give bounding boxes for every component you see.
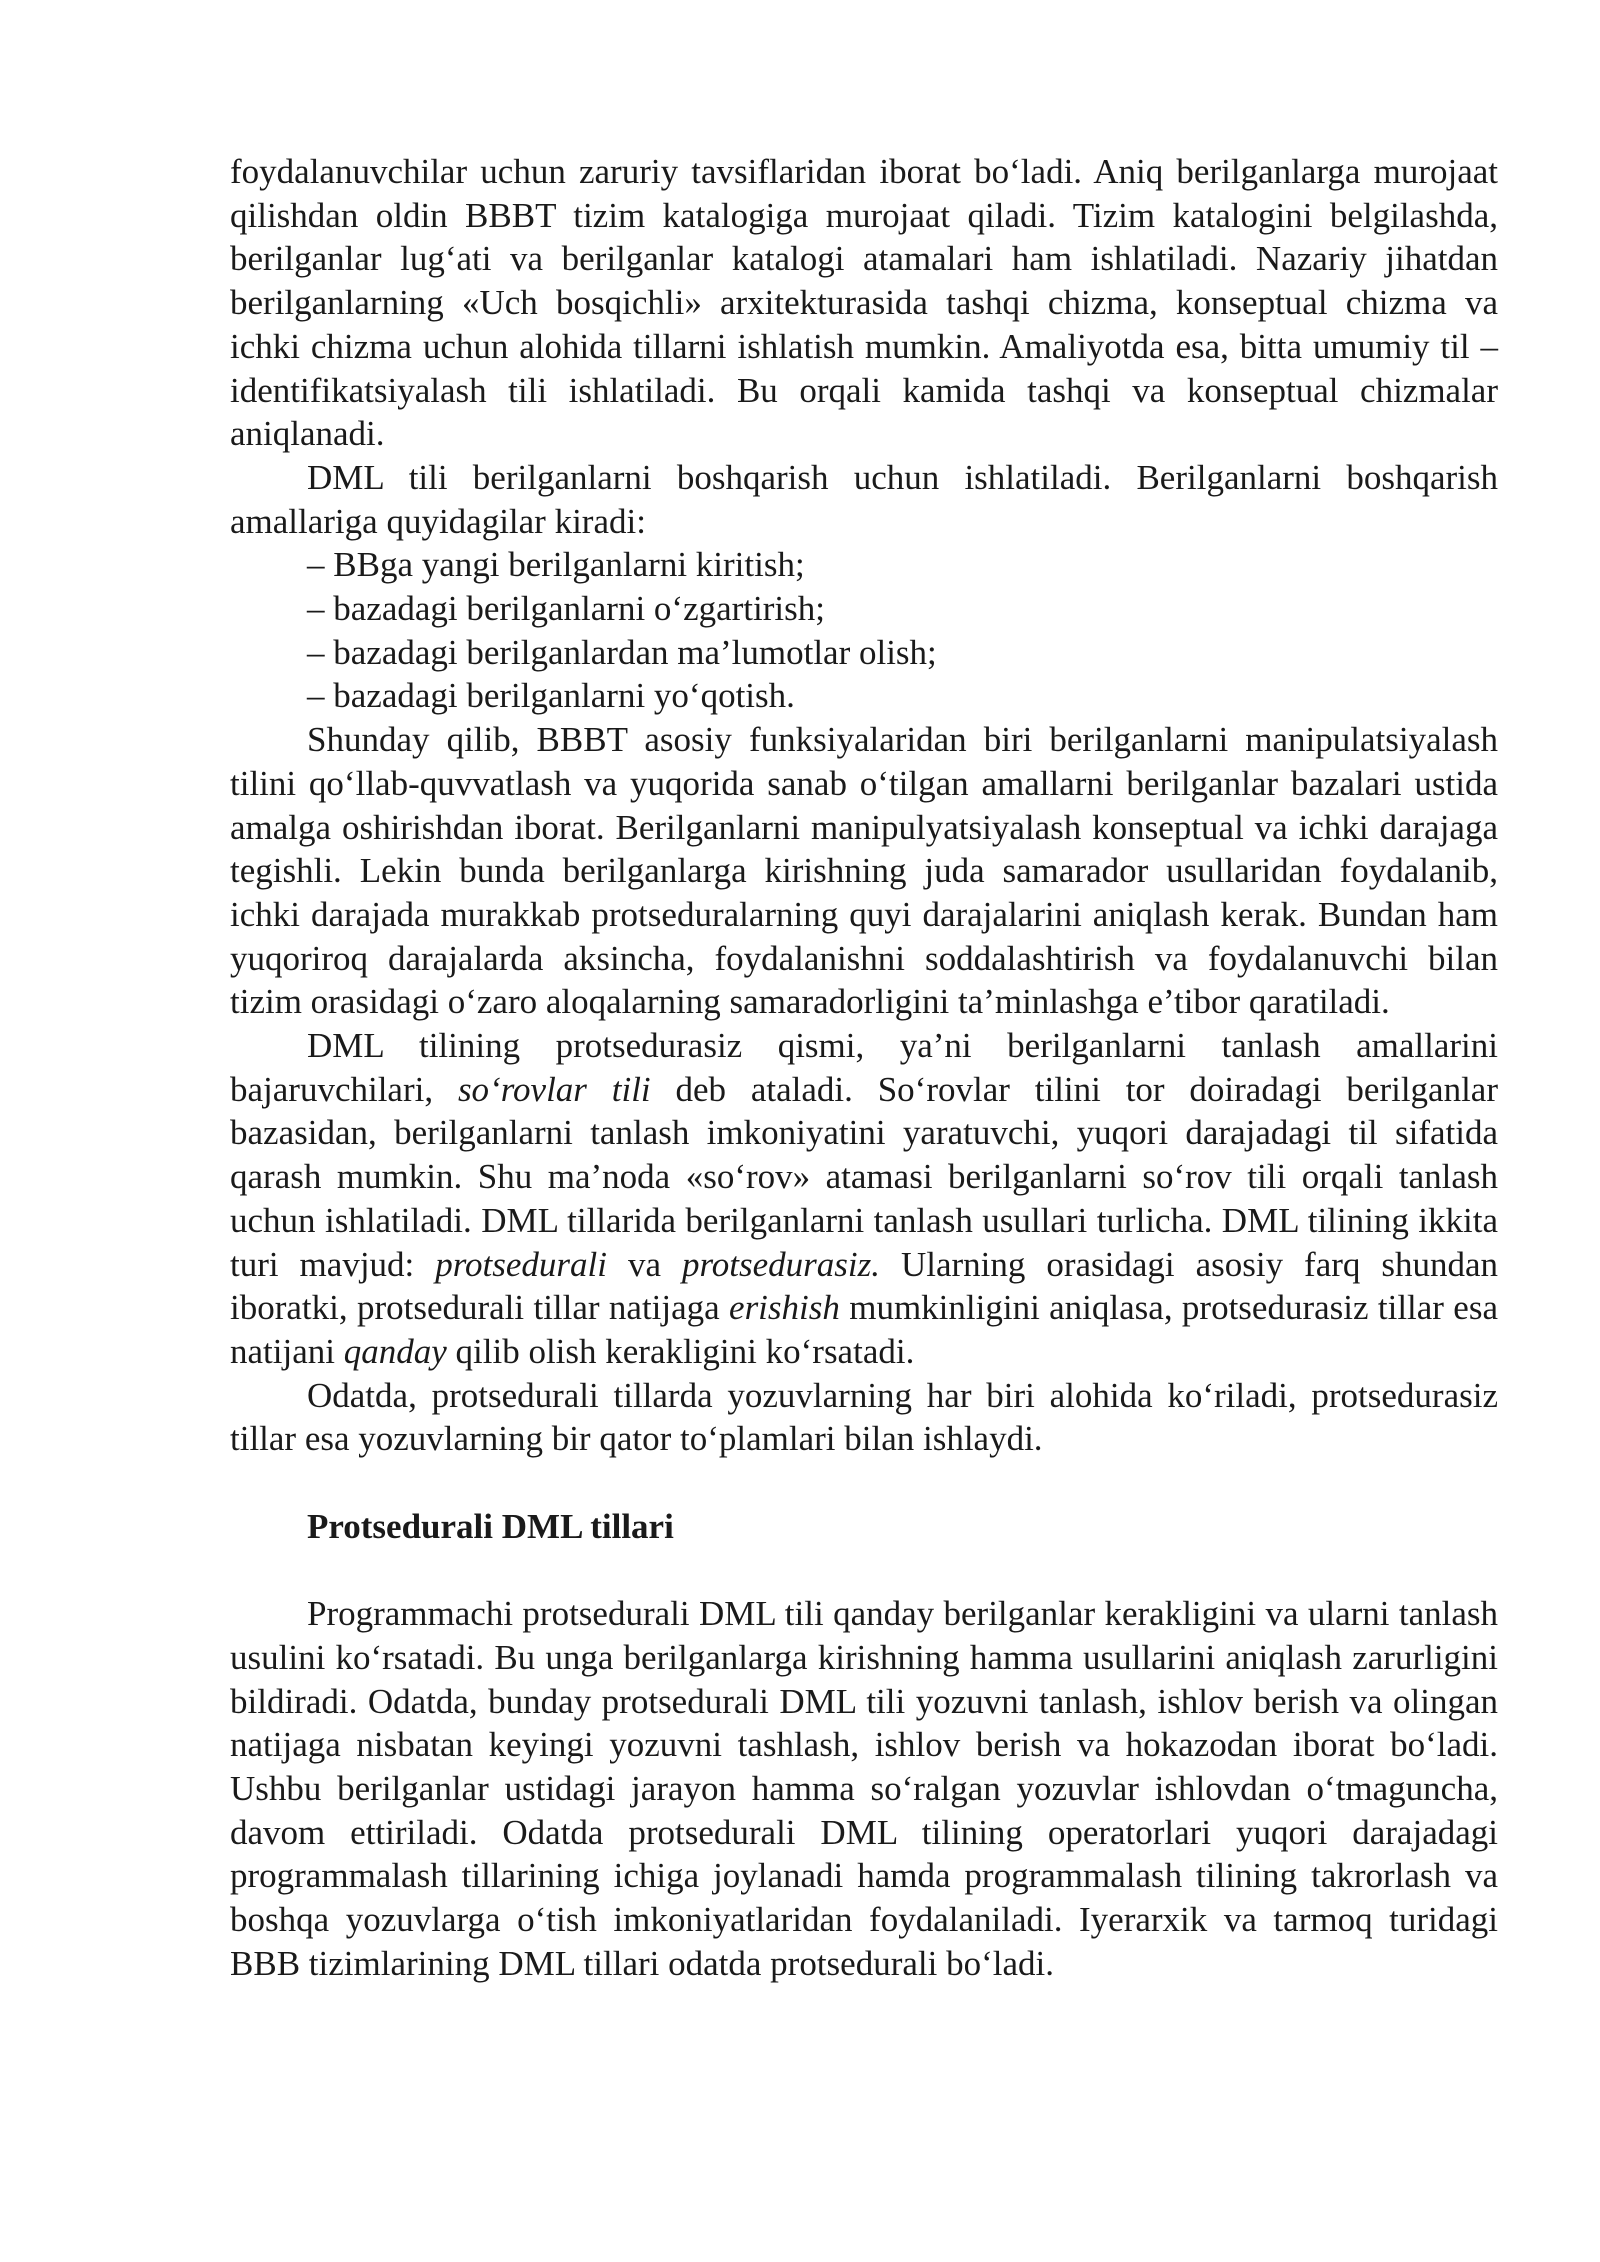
paragraph-manipulation: Shunday qilib, BBBT asosiy funksiyalaridan biri berilganlarni manipulatsiyalash tilini qo‘llab-quvvatlash va yuqorida sanab o‘tilgan amallarni berilganlar bazalari ustida amalga oshirishdan iborat. Berilganlarni manipulyatsiyalash konseptual va ichki darajaga tegishli. Lekin bunda berilganlarga kirishning juda samarador usullaridan foydalanib, ichki darajada murakkab protseduralarning quyi darajalarini aniqlash kerak. Bundan ham yuqoriroq darajalarda aksincha, foydalanishni soddalashtirish va foydalanuvchi bilan tizim orasidagi o‘zaro aloqalarning samaradorligini ta’minlashga e’tibor qaratiladi.	[230, 720, 1498, 1022]
paragraph-dml-intro: DML tili berilganlarni boshqarish uchun ishlatiladi. Berilganlarni boshqarish amallariga quyidagilar kiradi:	[230, 457, 1498, 541]
section-heading: Protsedurali DML tillari	[307, 1506, 674, 1546]
list-item: – BBga yangi berilganlarni kiritish;	[307, 545, 805, 585]
list-item: – bazadagi berilganlarni o‘zgartirish;	[307, 589, 825, 629]
list-item: – bazadagi berilganlardan ma’lumotlar olish;	[307, 632, 937, 672]
document-page	[230, 150, 1498, 1986]
paragraph-query-language: DML tilining protsedurasiz qismi, ya’ni berilganlarni tanlash amallarini bajaruvchilari, so‘rovlar tili deb ataladi. So‘rovlar tilini tor doiradagi berilganlar bazasidan, berilganlarni tanlash imkoniyatini yaratuvchi, yuqori darajadagi til sifatida qarash mumkin. Shu ma’noda «so‘rov» atamasi berilganlarni so‘rov tili orqali tanlash uchun ishlatiladi. DML tillarida berilganlarni tanlash usullari turlicha. DML tilining ikkita turi mavjud: protsedurali va protsedurasiz. Ularning orasidagi asosiy farq shundan iboratki, protsedurali tillar natijaga erishish mumkinligini aniqlasa, protsedurasiz tillar esa natijani qanday qilib olish kerakligini ko‘rsatadi.	[230, 1026, 1499, 1371]
paragraph-catalog: foydalanuvchilar uchun zaruriy tavsiflaridan iborat bo‘ladi. Aniq berilganlarga murojaat qilishdan oldin BBBT tizim katalogiga murojaat qiladi. Tizim katalogini belgilashda, berilganlar lug‘ati va berilganlar katalogi atamalari ham ishlatiladi. Nazariy jihatdan berilganlarning «Uch bosqichli» arxitekturasida tashqi chizma, konseptual chizma va ichki chizma uchun alohida tillarni ishlatish mumkin. Amaliyotda esa, bitta umumiy til – identifikatsiyalash tili ishlatiladi. Bu orqali kamida tashqi va konseptual chizmalar aniqlanadi.	[230, 152, 1498, 454]
paragraph-procedural-dml: Programmachi protsedurali DML tili qanday berilganlar kerakligini va ularni tanlash usulini ko‘rsatadi. Bu unga berilganlarga kirishning hamma usullarini aniqlash zarurligini bildiradi. Odatda, bunday protsedurali DML tili yozuvni tanlash, ishlov berish va olingan natijaga nisbatan keyingi yozuvni tashlash, ishlov berish va hokazodan iborat bo‘ladi. Ushbu berilganlar ustidagi jarayon hamma so‘ralgan yozuvlar ishlovdan o‘tmaguncha, davom ettiriladi. Odatda protsedurali DML tilining operatorlari yuqori darajadagi programmalash tillarining ichiga joylanadi hamda programmalash tilining takrorlash va boshqa yozuvlarga o‘tish imkoniyatlaridan foydalaniladi. Iyerarxik va tarmoq turidagi BBB tizimlarining DML tillari odatda protsedurali bo‘ladi.	[230, 1594, 1498, 1983]
operations-list	[230, 543, 1498, 718]
paragraph-records: Odatda, protsedurali tillarda yozuvlarning har biri alohida ko‘riladi, protsedurasiz tillar esa yozuvlarning bir qator to‘plamlari bilan ishlaydi.	[230, 1375, 1498, 1459]
list-item: – bazadagi berilganlarni yo‘qotish.	[307, 676, 795, 716]
